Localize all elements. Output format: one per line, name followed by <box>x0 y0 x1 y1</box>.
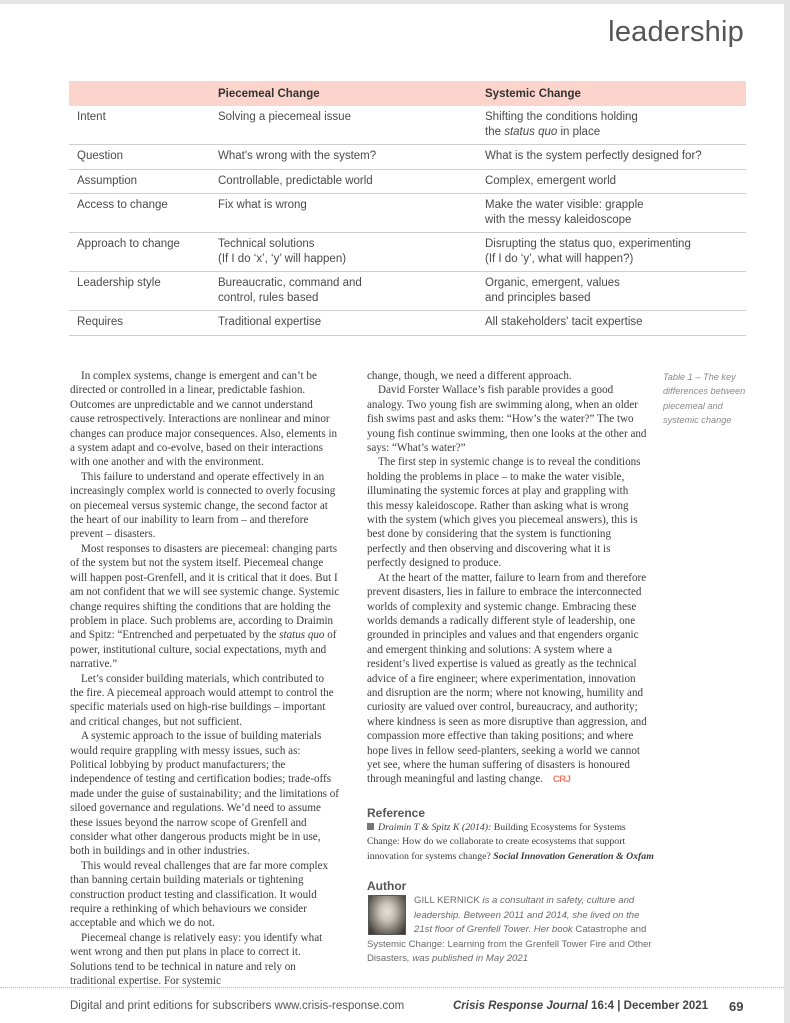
reference-authors: Draimin T & Spitz K (2014): <box>378 822 492 833</box>
cell-line: What's wrong with the system? <box>218 150 377 162</box>
piecemeal-cell <box>210 194 477 233</box>
author-name: GILL KERNICK <box>414 895 480 906</box>
table-body <box>69 106 746 335</box>
row-label: Question <box>69 145 210 170</box>
table-row <box>69 233 746 272</box>
footer-subscription-text: Digital and print editions for subscribers www.crisis-response.com <box>70 1000 405 1012</box>
emphasis-status-quo: status quo <box>279 629 325 642</box>
section-title: leadership <box>608 16 744 48</box>
row-label: Intent <box>69 106 210 145</box>
cell-line: Make the water visible: grapple <box>485 199 644 211</box>
cell-line: Technical solutions <box>218 238 315 250</box>
paragraph: Let’s consider building materials, which contributed to the fire. A piecemeal approach would attempt to control the specific materials used on high-rise buildings – important and critical changes, but not sufficient. <box>70 672 334 728</box>
table-row <box>69 311 746 336</box>
cell-line: Organic, emergent, values <box>485 277 620 289</box>
paragraph-text: Most responses to disasters are piecemeal: changing parts of the system but not the system itself. Piecemeal change will happen post-Grenfell, and it is critical that it does. But I am not confident that we will see systemic change. Systemic change requires shifting the conditions that are holding the problem in place. Such problems are, according to Draimin and Spitz: “Entrenched and perpetuated by the <box>70 542 340 642</box>
systemic-cell <box>477 311 746 336</box>
piecemeal-cell <box>210 272 477 311</box>
author-section <box>367 879 657 967</box>
table-row <box>69 194 746 233</box>
systemic-cell <box>477 145 746 170</box>
row-label: Requires <box>69 311 210 336</box>
paragraph: David Forster Wallace’s fish parable provides a good analogy. Two young fish are swimming along, when an older fish swims past and asks them: “How’s the water?” The two young fish continue swimming, then one looks at the other and says: “What’s water?” <box>367 384 647 455</box>
journal-name: Crisis Response Journal <box>453 1000 588 1012</box>
cell-line: Solving a piecemeal issue <box>218 111 351 123</box>
row-label: Leadership style <box>69 272 210 311</box>
systemic-cell <box>477 272 746 311</box>
piecemeal-cell <box>210 169 477 194</box>
reference-heading: Reference <box>367 806 426 820</box>
systemic-cell <box>477 169 746 194</box>
cell-line: All stakeholders' tacit expertise <box>485 316 643 328</box>
paragraph <box>367 571 647 788</box>
cell-line: (If I do ‘y’, what will happen?) <box>485 252 634 265</box>
author-book-title: Catastrophe and Systemic Change: Learning from the Grenfell Tower Fire and Other Disasters <box>367 924 652 964</box>
comparison-table <box>69 81 746 336</box>
cell-line: Bureaucratic, command and <box>218 277 362 289</box>
page-number: 69 <box>729 999 744 1014</box>
cell-line: Disrupting the status quo, experimenting <box>485 238 691 250</box>
paragraph-text: At the heart of the matter, failure to learn from and therefore prevent disasters, lies in failure to embrace the interconnected worlds of complexity and systemic change. Embracing these worlds demands a radically different style of leadership, one grounded in principles and values and that engenders organic and emergent thinking and solutions: A system where a resident’s lived expertise is valued as greatly as the technical advice of a fire engineer; where experimentation, innovation and disruption are the norm; where not knowing, humility and curiosity are valued over control, bureaucracy, and authority; where kindness is seen as more disruptive than aggression, and compassion more effective than taking positions; and where hope lives in fellow seed-planters, seeking a world we cannot yet see, where the human suffering of disasters is honoured through meaningful and lasting change. <box>367 571 647 786</box>
table-header-row <box>69 81 746 106</box>
article-column-2 <box>367 369 647 788</box>
systemic-cell <box>477 233 746 272</box>
reference-section <box>367 806 657 864</box>
cell-line: the status quo in place <box>485 125 601 138</box>
table-row <box>69 169 746 194</box>
table-row <box>69 145 746 170</box>
paragraph: Piecemeal change is relatively easy: you identify what went wrong and then put plans in place to correct it. Solutions tend to be technical in nature and rely on traditional expertise. For systemic <box>70 931 323 988</box>
paragraph: A systemic approach to the issue of building materials would require grappling with messy issues, such as: Political lobbying by product manufacturers; the independence of testing and certification bodies; trade-offs made under the guise of sustainability; and the limitations of siloed governance and regulations. We’d need to assume these issues beyond the narrow scope of Grenfell and consider what other dangerous products might be in use, both in buildings and in other industries. <box>70 730 339 858</box>
systemic-cell <box>477 194 746 233</box>
cell-line: control, rules based <box>218 291 319 304</box>
row-label: Assumption <box>69 169 210 194</box>
piecemeal-cell <box>210 311 477 336</box>
footer-journal-info <box>453 1000 708 1012</box>
row-label: Approach to change <box>69 233 210 272</box>
reference-title: Building Ecosystems for Systems Change: How do we collaborate to create ecosystems that support innovation for systems change? <box>367 822 626 862</box>
paragraph: change, though, we need a different approach. <box>367 370 572 382</box>
cell-line: with the messy kaleidoscope <box>485 213 632 226</box>
paragraph: This would reveal challenges that are far more complex than banning certain building materials or tightening construction product testing and classification. It would require a rethinking of which behaviours we consider acceptable and which we do not. <box>70 859 329 930</box>
cell-line: Complex, emergent world <box>485 174 617 187</box>
page <box>0 4 784 1023</box>
table-header-systemic: Systemic Change <box>477 81 746 106</box>
piecemeal-cell <box>210 233 477 272</box>
row-label: Access to change <box>69 194 210 233</box>
paragraph: In complex systems, change is emergent and can’t be directed or controlled in a linear, predictable fashion. Outcomes are unpredictable and we cannot understand cause retrospectively. Interactions are nonlinear and minor changes can produce major consequences. Also, elements in a system adapt and co-evolve, based on their interactions with one another and with the environment. <box>70 370 338 469</box>
cell-line: Traditional expertise <box>218 316 322 328</box>
paragraph: This failure to understand and operate effectively in an increasingly complex world is connected to overly focusing on piecemeal versus systemic change, the second factor at the heart of our inability to learn from – and therefore prevent – disasters. <box>70 470 336 541</box>
cell-line: What is the system perfectly designed for? <box>485 150 702 162</box>
cell-line: (If I do ‘x’, ‘y’ will happen) <box>218 252 347 265</box>
emphasis-status-quo: status quo <box>504 125 558 138</box>
article-column-1 <box>70 369 340 988</box>
piecemeal-cell <box>210 145 477 170</box>
square-bullet-icon <box>367 823 374 830</box>
paragraph <box>70 542 340 672</box>
reference-publisher: Social Innovation Generation & Oxfam <box>493 850 654 862</box>
piecemeal-cell <box>210 106 477 145</box>
table-caption: Table 1 – The key differences between piecemeal and systemic change <box>663 372 746 425</box>
cell-line: and principles based <box>485 291 591 304</box>
table-row <box>69 272 746 311</box>
crj-end-mark-icon: CRJ <box>552 774 571 786</box>
author-heading: Author <box>367 879 407 893</box>
author-photo <box>368 895 406 935</box>
paragraph: The first step in systemic change is to reveal the conditions holding the problems in place – to make the water visible, illuminating the systemic forces at play and grappling with this messy kaleidoscope. Rather than asking what is wrong with the system (which gives you piecemeal answers), this is best done by considering that the system is functioning perfectly and then observing and discovering what it is perfectly designed to produce. <box>367 456 641 570</box>
table-row <box>69 106 746 145</box>
cell-line: Shifting the conditions holding <box>485 111 638 123</box>
table-header-piecemeal: Piecemeal Change <box>210 81 477 106</box>
systemic-cell <box>477 106 746 145</box>
cell-line: Controllable, predictable world <box>218 174 373 187</box>
paragraph-text: of power, institutional culture, social expectations, myth and narrative.” <box>70 629 337 671</box>
reference-entry <box>367 821 657 864</box>
author-bio-text-end: , was published in May 2021 <box>406 953 529 964</box>
journal-issue: 16:4 | December 2021 <box>587 1000 709 1012</box>
author-bio-text: is a consultant in safety, culture and leadership. Between 2011 and 2014, she lived on the 21st floor of Grenfell Tower. Her book <box>414 895 640 935</box>
table-header-empty <box>69 81 210 106</box>
cell-line: Fix what is wrong <box>218 199 307 211</box>
author-bio <box>367 894 657 967</box>
footer-divider <box>0 987 784 988</box>
